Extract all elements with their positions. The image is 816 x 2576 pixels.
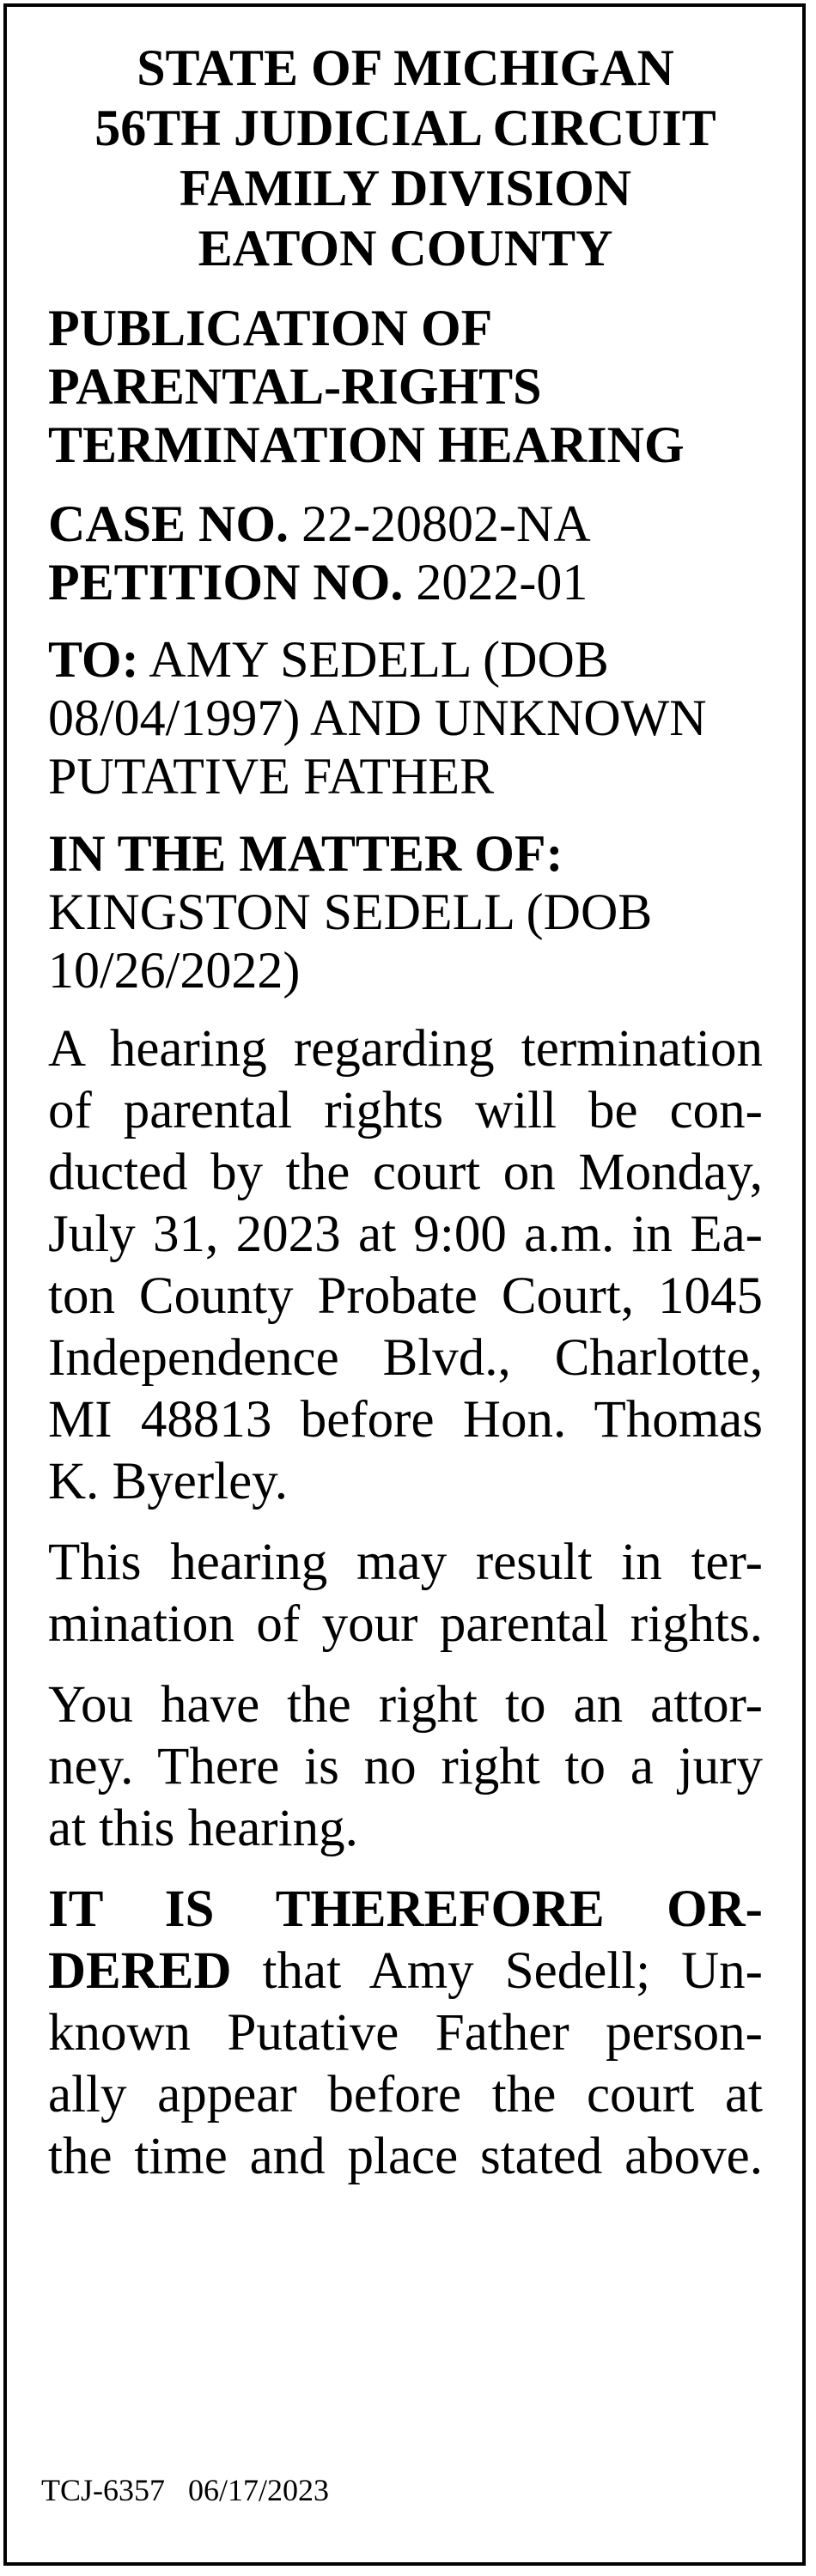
paragraph-line: Independence Blvd., Charlotte, <box>48 1329 763 1387</box>
matter-text: 10/26/2022) <box>48 942 301 999</box>
hearing-paragraph <box>48 1018 763 1513</box>
header-line-county: EATON COUNTY <box>198 220 613 276</box>
paragraph-line <box>48 1941 763 2002</box>
petition-number-value: 2022-01 <box>416 554 588 611</box>
matter-label: IN THE MATTER OF: <box>48 825 563 882</box>
paragraph-line: ney. There is no right to a jury <box>48 1738 763 1795</box>
paragraph-line: ton County Probate Court, 1045 <box>48 1267 763 1325</box>
paragraph-line: This hearing may result in ter- <box>48 1534 763 1591</box>
publication-title-line: PARENTAL-RIGHTS <box>48 358 542 415</box>
notice-footer <box>41 2473 329 2507</box>
paragraph-line: mination of your parental rights. <box>48 1595 763 1653</box>
footer-code: TCJ-6357 <box>41 2473 165 2507</box>
case-number-label: CASE NO. <box>48 495 289 552</box>
order-text: that Amy Sedell; Un- <box>231 1942 763 2000</box>
addressee-line <box>48 630 763 689</box>
paragraph-line: known Putative Father person- <box>48 2004 763 2062</box>
paragraph-line: A hearing regarding termination <box>48 1020 763 1078</box>
paragraph-line: MI 48813 before Hon. Thomas <box>48 1391 763 1449</box>
addressee-label: TO: <box>48 631 139 688</box>
publication-title-line: PUBLICATION OF <box>48 300 493 356</box>
paragraph-line: of parental rights will be con- <box>48 1082 763 1139</box>
case-number-line <box>48 495 763 553</box>
paragraph-line: ally appear before the court at <box>48 2066 763 2123</box>
order-heading: IT IS THEREFORE OR- <box>48 1880 763 1938</box>
addressee-text: PUTATIVE FATHER <box>48 748 495 805</box>
addressee-text: AMY SEDELL (DOB <box>149 631 609 688</box>
paragraph-line: at this hearing. <box>48 1800 358 1857</box>
result-paragraph <box>48 1532 763 1656</box>
matter-section <box>48 824 763 999</box>
order-paragraph <box>48 1879 763 2188</box>
publication-title-line: TERMINATION HEARING <box>48 416 685 473</box>
header-line-division: FAMILY DIVISION <box>179 160 632 216</box>
addressee-section <box>48 630 763 805</box>
footer-date: 06/17/2023 <box>188 2473 330 2507</box>
court-header <box>48 38 763 278</box>
paragraph-line: July 31, 2023 at 9:00 a.m. in Ea- <box>48 1206 763 1263</box>
paragraph-line: K. Byerley. <box>48 1453 288 1510</box>
case-info <box>48 495 763 611</box>
addressee-text: 08/04/1997) AND UNKNOWN <box>48 690 707 746</box>
attorney-paragraph <box>48 1674 763 1860</box>
header-line-circuit: 56TH JUDICIAL CIRCUIT <box>94 100 716 156</box>
paragraph-line: ducted by the court on Monday, <box>48 1144 763 1201</box>
publication-title <box>48 299 763 474</box>
header-line-state: STATE OF MICHIGAN <box>137 39 674 96</box>
petition-number-line <box>48 553 763 611</box>
case-number-value: 22-20802-NA <box>301 495 591 552</box>
petition-number-label: PETITION NO. <box>48 554 404 611</box>
order-heading-continued: DERED <box>48 1942 232 2000</box>
legal-notice <box>3 3 806 2566</box>
paragraph-line: You have the right to an attor- <box>48 1676 763 1734</box>
paragraph-line: the time and place stated above. <box>48 2128 763 2185</box>
matter-text: KINGSTON SEDELL (DOB <box>48 884 653 940</box>
